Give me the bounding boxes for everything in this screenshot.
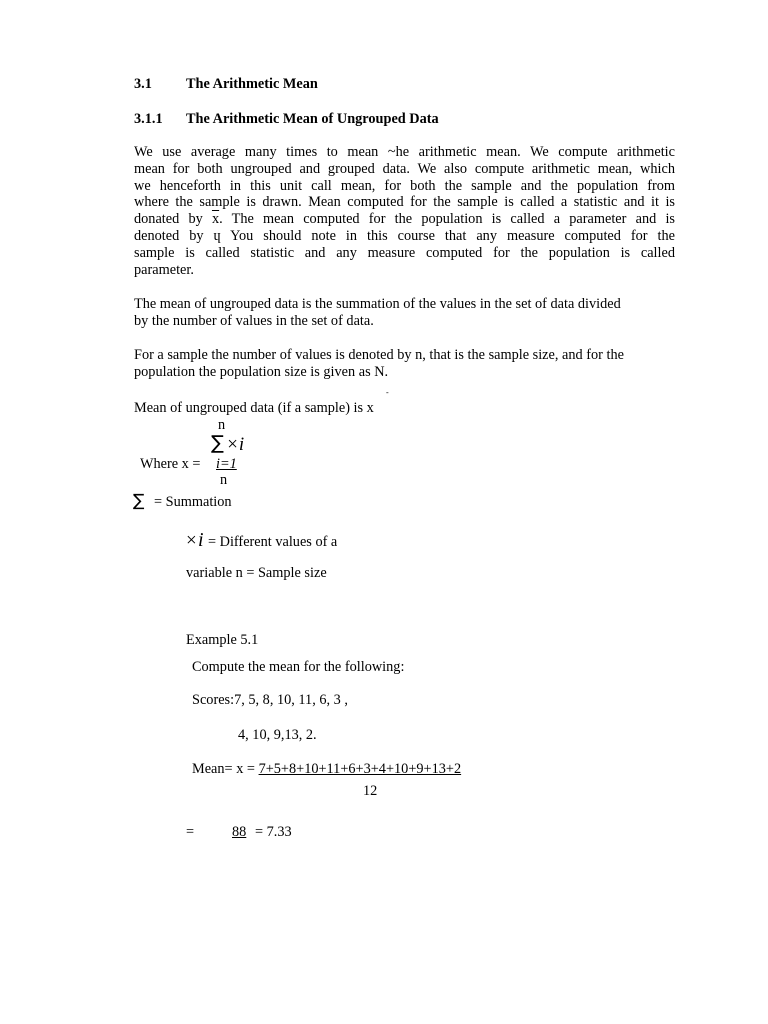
mean-equation-label: Mean= x = [192, 761, 259, 777]
mean-numerator: 7+5+8+10+11+6+3+4+10+9+13+2 [258, 761, 462, 777]
index-i-equals-1: i=1 [216, 456, 237, 472]
intro-line: we henceforth in this unit call mean, for both the sample and the population from [134, 177, 675, 194]
scores-line: 4, 10, 9,13, 2. [238, 727, 317, 743]
result-value: = 7.33 [255, 824, 292, 840]
i-symbol: i [198, 529, 204, 551]
intro-text: . The mean computed for the population is called a parameter and is [219, 211, 675, 228]
denominator-n: n [220, 472, 228, 488]
sample-size-line: For a sample the number of values is denoted by n, that is the sample size, and for the [134, 347, 624, 363]
section-number: 3.1 [134, 76, 152, 92]
example-instruction: Compute the mean for the following: [192, 659, 405, 675]
sample-size-line: population the population size is given as N. [134, 363, 389, 380]
intro-text: donated by [134, 211, 212, 228]
mu-symbol: ɥ [213, 227, 221, 244]
intro-line [134, 211, 675, 228]
intro-text: denoted by [134, 227, 214, 244]
result-numerator: 88 [232, 824, 247, 840]
times-symbol: × [186, 530, 197, 551]
section-title: The Arithmetic Mean [186, 76, 318, 92]
intro-text: You should note in this course that any measure computed for the [220, 227, 675, 244]
x-bar-dot: - [386, 388, 389, 397]
definition-line: The mean of ungrouped data is the summation of the values in the set of data divided [134, 296, 621, 312]
where-label: Where x = [140, 456, 201, 472]
upper-limit-n: n [218, 417, 226, 433]
mean-equation [192, 761, 461, 778]
scores-line: Scores:7, 5, 8, 10, 11, 6, 3 , [192, 692, 348, 708]
xi-term: ×i [226, 434, 245, 455]
sigma-symbol: ∑ [133, 491, 145, 511]
intro-line: parameter. [134, 261, 194, 278]
equals-sign: = [186, 824, 195, 840]
paragraph-intro [134, 144, 675, 278]
intro-line: sample is called statistic and any measure computed for the population is called [134, 244, 675, 261]
sample-size-definition: variable n = Sample size [186, 565, 327, 581]
sigma-symbol: ∑ [211, 432, 224, 454]
definition-line: by the number of values in the set of data. [134, 312, 374, 329]
summation-definition: = Summation [154, 494, 232, 510]
paragraph-sample-size [134, 347, 675, 381]
intro-line: mean for both ungrouped and grouped data. We also compute arithmetic mean, which [134, 160, 675, 177]
subsection-title: The Arithmetic Mean of Ungrouped Data [186, 111, 439, 127]
intro-line [134, 228, 675, 245]
x-bar-symbol: $\overline{x}$ [211, 211, 220, 228]
mean-denominator: 12 [363, 783, 378, 799]
values-definition: = Different values of a [208, 534, 338, 550]
paragraph-definition [134, 296, 675, 330]
subsection-number: 3.1.1 [134, 111, 163, 127]
intro-line: We use average many times to mean ~he arithmetic mean. We compute arithmetic [134, 144, 675, 160]
intro-line: where the sample is drawn. Mean computed for the sample is called a statistic and it is [134, 194, 675, 211]
example-title: Example 5.1 [186, 632, 259, 648]
mean-label: Mean of ungrouped data (if a sample) is x [134, 400, 374, 416]
